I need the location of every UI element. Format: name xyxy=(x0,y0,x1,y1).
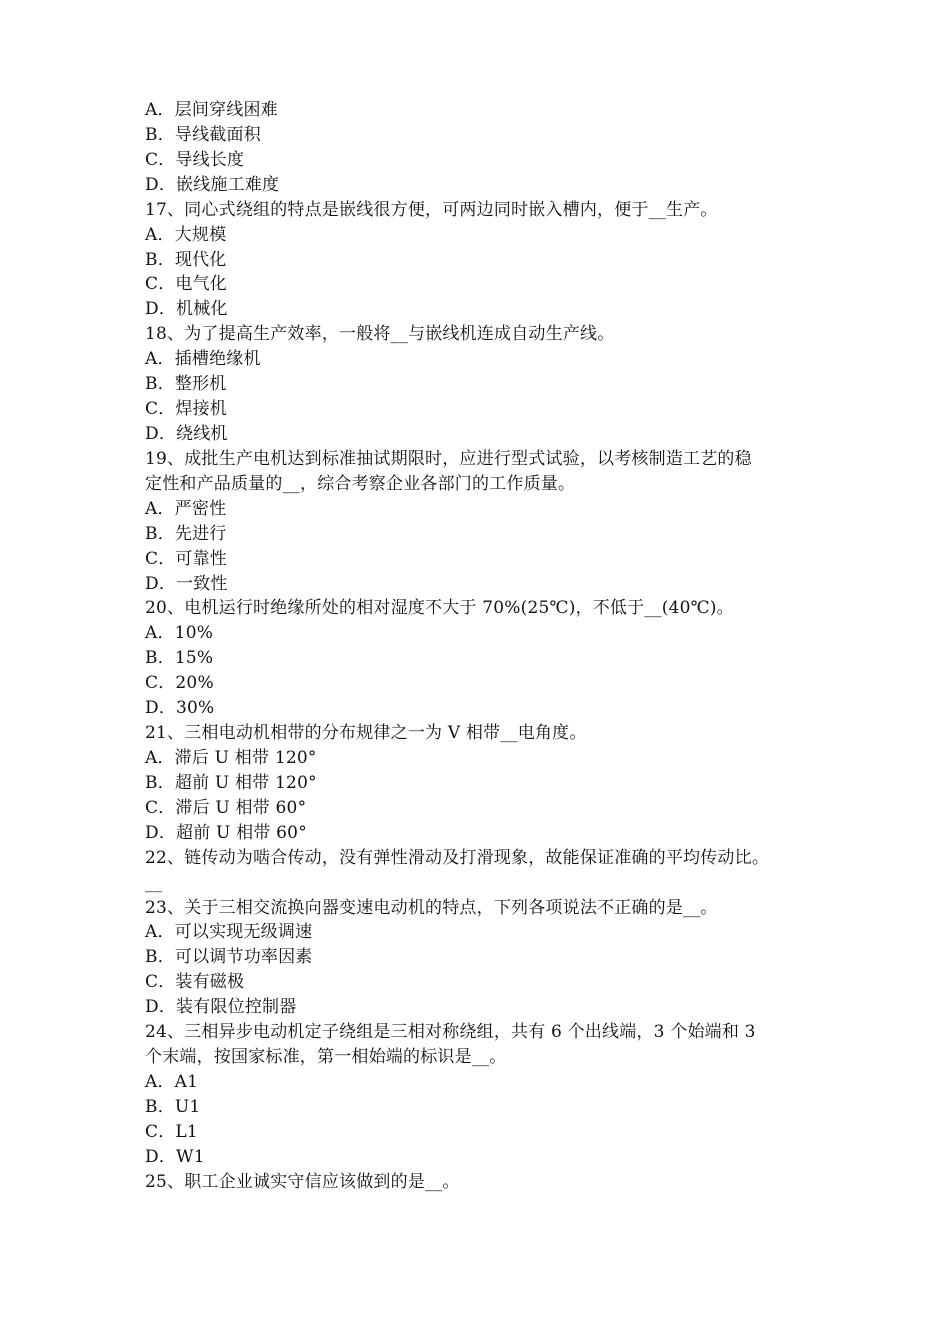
option-line: B．先进行 xyxy=(145,523,227,544)
option-line: C．装有磁极 xyxy=(145,972,245,993)
question-22: 22、链传动为啮合传动，没有弹性滑动及打滑现象，故能保证准确的平均传动比。 xyxy=(145,847,770,868)
option-line: B．U1 xyxy=(145,1096,201,1117)
question-21: 21、三相电动机相带的分布规律之一为 V 相带__电角度。 xyxy=(145,723,587,744)
option-line: B．导线截面积 xyxy=(145,124,261,145)
question-20: 20、电机运行时绝缘所处的相对湿度不大于 70%(25℃)，不低于__(40℃)。 xyxy=(145,598,734,619)
question-19: 19、成批生产电机达到标准抽试期限时，应进行型式试验，以考核制造工艺的稳 xyxy=(145,448,752,469)
option-line: D．机械化 xyxy=(145,299,228,320)
option-line: A．大规模 xyxy=(145,224,227,245)
option-line: A．层间穿线困难 xyxy=(145,100,278,120)
question-24-continued: 个末端，按国家标准，第一相始端的标识是__。 xyxy=(145,1047,507,1068)
question-18: 18、为了提高生产效率，一般将__与嵌线机连成自动生产线。 xyxy=(145,324,615,345)
question-19-continued: 定性和产品质量的__，综合考察企业各部门的工作质量。 xyxy=(145,473,576,494)
option-line: D．W1 xyxy=(145,1146,205,1167)
option-line: C．焊接机 xyxy=(145,399,228,420)
option-line: C．电气化 xyxy=(145,274,228,295)
question-24: 24、三相异步电动机定子绕组是三相对称绕组，共有 6 个出线端，3 个始端和 3 xyxy=(145,1022,756,1043)
option-line: B．超前 U 相带 120° xyxy=(145,772,317,793)
option-line: A．A1 xyxy=(145,1071,199,1092)
option-line: A．插槽绝缘机 xyxy=(145,349,261,370)
option-line: A．可以实现无级调速 xyxy=(145,922,313,943)
option-line: B．可以调节功率因素 xyxy=(145,947,313,968)
option-line: C．20% xyxy=(145,673,214,694)
option-line: D．30% xyxy=(145,698,215,719)
question-23: 23、关于三相交流换向器变速电动机的特点，下列各项说法不正确的是__。 xyxy=(145,897,718,918)
option-line: D．嵌线施工难度 xyxy=(145,174,280,195)
option-line: C．滞后 U 相带 60° xyxy=(145,797,307,818)
option-line: D．一致性 xyxy=(145,573,228,594)
option-line: C．可靠性 xyxy=(145,548,228,569)
option-line: D．超前 U 相带 60° xyxy=(145,822,307,843)
question-25: 25、职工企业诚实守信应该做到的是__。 xyxy=(145,1171,460,1192)
option-line: A．10% xyxy=(145,623,214,644)
option-line: D．装有限位控制器 xyxy=(145,997,297,1018)
question-17: 17、同心式绕组的特点是嵌线很方便，可两边同时嵌入槽内，便于__生产。 xyxy=(145,199,718,220)
option-line: A．严密性 xyxy=(145,498,227,519)
option-line: C．导线长度 xyxy=(145,149,245,170)
option-line: A．滞后 U 相带 120° xyxy=(145,747,317,768)
document-page xyxy=(145,98,810,1195)
option-line: B．15% xyxy=(145,648,214,669)
option-line: D．绕线机 xyxy=(145,423,228,444)
option-line: B．现代化 xyxy=(145,249,227,270)
answer-blank: __ xyxy=(145,872,163,893)
option-line: C．L1 xyxy=(145,1121,198,1142)
option-line: B．整形机 xyxy=(145,374,227,395)
